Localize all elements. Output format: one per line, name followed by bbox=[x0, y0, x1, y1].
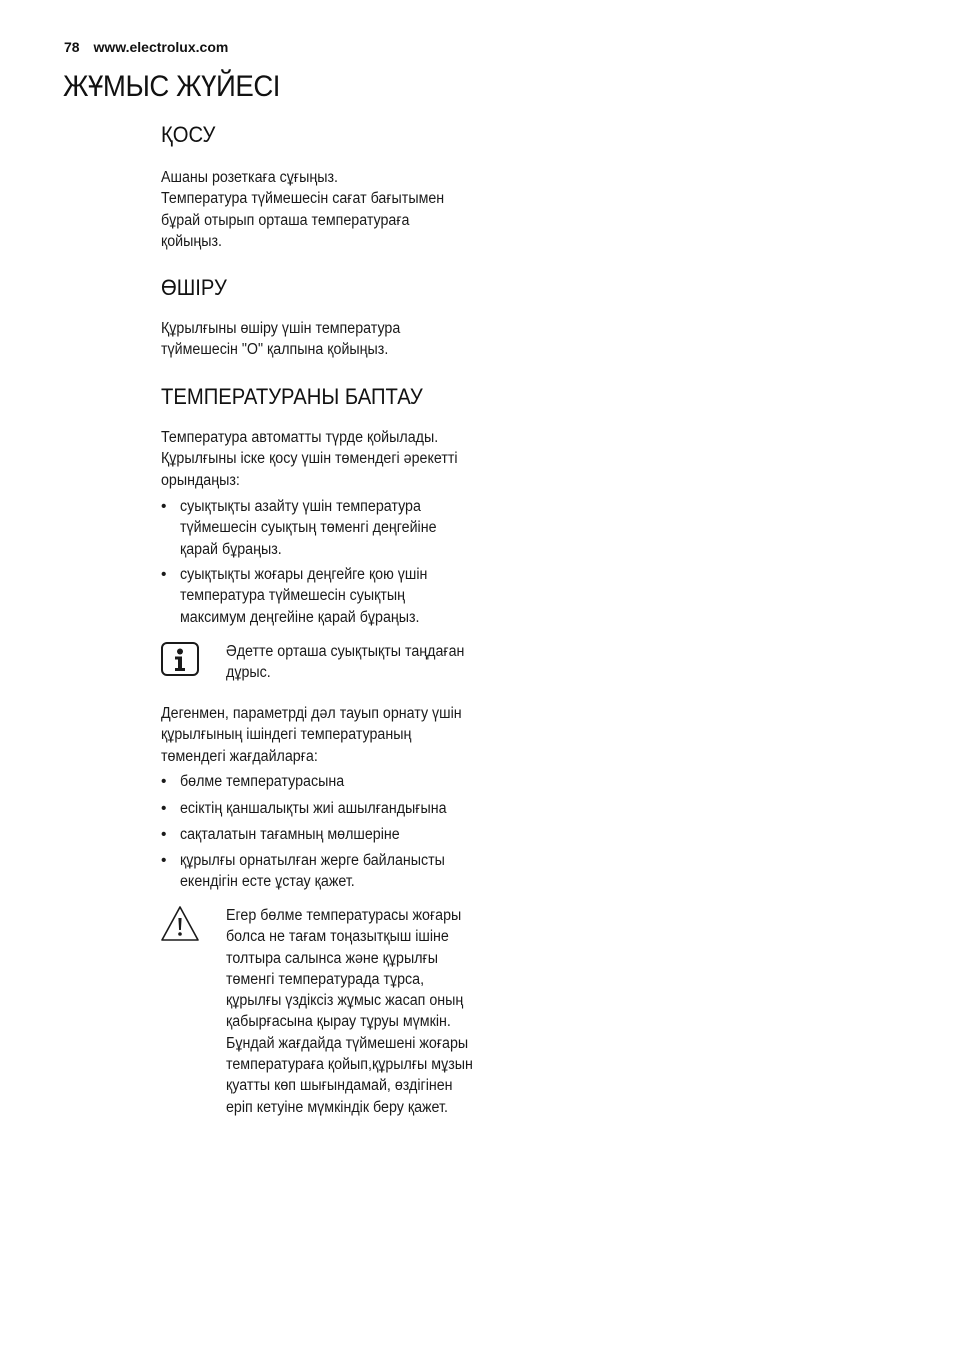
text-line: екендігін есте ұстау қажет. bbox=[180, 873, 355, 891]
list-item-text bbox=[180, 824, 400, 845]
text-line: Әдетте орташа суықтықты таңдаған bbox=[226, 643, 465, 660]
list-item-text bbox=[180, 850, 445, 893]
text-line: еріп кетуіне мүмкіндік беру қажет. bbox=[226, 1098, 448, 1116]
text-line: толтыра салынса және құрылғы bbox=[226, 949, 439, 967]
text-line: сақталатын тағамның мөлшеріне bbox=[180, 826, 400, 843]
text-line: болса не тағам тоңазытқыш ішіне bbox=[226, 928, 449, 946]
text-line: қойыңыз. bbox=[161, 232, 223, 250]
text-line: Дегенмен, параметрді дәл тауып орнату үшін bbox=[161, 705, 462, 722]
warning-note-text bbox=[226, 905, 473, 1118]
text-line: бұрай отырып орташа температураға bbox=[161, 211, 410, 229]
text-line: Құрылғыны іске қосу үшін төмендегі әрекетті bbox=[161, 450, 458, 468]
text-line: бөлме температурасына bbox=[180, 773, 345, 790]
text-line: Егер бөлме температурасы жоғары bbox=[226, 907, 462, 924]
text-line: түймешесін "O" қалпына қойыңыз. bbox=[161, 341, 389, 359]
list-item-text bbox=[180, 771, 344, 792]
switch-on-text bbox=[161, 167, 444, 252]
bullet-dot: • bbox=[161, 852, 167, 869]
temperature-factors-intro bbox=[161, 703, 462, 767]
section-title-switch-off: ӨШІРУ bbox=[161, 275, 227, 300]
text-line: түймешесін суықтың төменгі деңгейіне bbox=[180, 519, 437, 537]
text-line: Ашаны розеткаға сұғыңыз. bbox=[161, 169, 338, 186]
section-title-temperature: ТЕМПЕРАТУРАНЫ БАПТАУ bbox=[161, 384, 423, 409]
text-line: есіктің қаншалықты жиі ашылғандығына bbox=[180, 800, 447, 817]
text-line: құрылғы орнатылған жерге байланысты bbox=[180, 852, 445, 869]
text-line: Температура түймешесін сағат бағытымен bbox=[161, 190, 445, 208]
text-line: Құрылғыны өшіру үшін температура bbox=[161, 320, 401, 337]
website-url: www.electrolux.com bbox=[93, 39, 229, 55]
list-item-text bbox=[180, 564, 427, 628]
text-line: құрылғы үздіксіз жұмыс жасап оның bbox=[226, 992, 464, 1010]
text-line: қарай бұраңыз. bbox=[180, 540, 282, 558]
text-line: суықтықты азайту үшін температура bbox=[180, 498, 421, 515]
bullet-dot: • bbox=[161, 566, 167, 583]
page-title: ЖҰМЫС ЖҮЙЕСІ bbox=[63, 70, 281, 103]
text-line: төмендегі жағдайларға: bbox=[161, 747, 318, 765]
text-line: қабырғасына қырау тұруы мүмкін. bbox=[226, 1013, 451, 1031]
text-line: суықтықты жоғары деңгейге қою үшін bbox=[180, 566, 428, 583]
page-number: 78 bbox=[64, 39, 80, 55]
text-line: дұрыс. bbox=[226, 664, 271, 682]
text-line: Бұндай жағдайда түймешені жоғары bbox=[226, 1034, 469, 1052]
bullet-dot: • bbox=[161, 498, 167, 515]
switch-off-text bbox=[161, 318, 400, 361]
text-line: температура түймешесін суықтың bbox=[180, 587, 406, 605]
text-line: құрылғының ішіндегі температураның bbox=[161, 726, 412, 744]
temperature-intro bbox=[161, 427, 458, 491]
list-item-text bbox=[180, 496, 437, 560]
info-icon bbox=[161, 642, 201, 684]
text-line: Температура автоматты түрде қойылады. bbox=[161, 429, 439, 446]
section-title-switch-on: ҚОСУ bbox=[161, 122, 216, 147]
text-line: қуатты көп шығындамай, өздігінен bbox=[226, 1077, 453, 1095]
text-line: орындаңыз: bbox=[161, 471, 240, 489]
page-header bbox=[64, 39, 228, 55]
text-line: максимум деңгейіне қарай бұраңыз. bbox=[180, 608, 420, 626]
text-line: температураға қойып,құрылғы мұзын bbox=[226, 1056, 473, 1074]
bullet-dot: • bbox=[161, 773, 167, 790]
text-line: төменгі температурада тұрса, bbox=[226, 970, 425, 988]
list-item-text bbox=[180, 798, 447, 819]
bullet-dot: • bbox=[161, 800, 167, 817]
info-note-text bbox=[226, 641, 464, 684]
bullet-dot: • bbox=[161, 826, 167, 843]
warning-icon bbox=[161, 904, 203, 950]
